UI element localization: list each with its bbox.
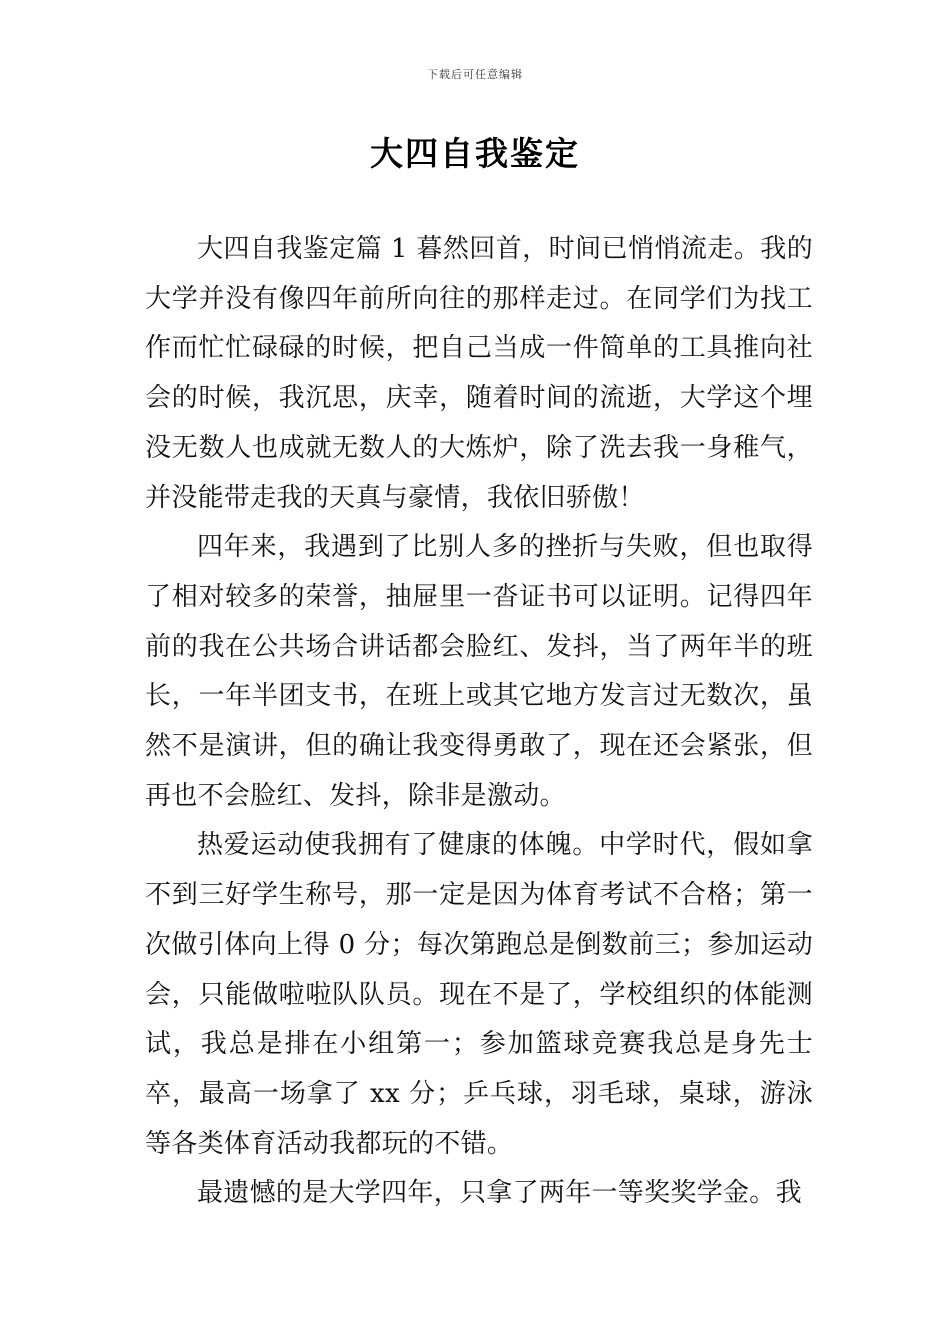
paragraph-4: 最遗憾的是大学四年，只拿了两年一等奖奖学金。我 [197,1178,802,1209]
paragraph-2: 四年来，我遇到了比别人多的挫折与失败，但也取得了相对较多的荣誉，抽屉里一沓证书可以证明。记得四年前的我在公共场合讲话都会脸红、发抖，当了两年半的班长，一年半团支书，在班上或其它地方发言过无数次，虽然不是演讲，但的确让我变得勇敢了，现在还会紧张，但再也不会脸红、发抖，除非是激动。 [145,532,813,811]
paragraph-3: 热爱运动使我拥有了健康的体魄。中学时代，假如拿不到三好学生称号，那一定是因为体育考试不合格；第一次做引体向上得 0 分；每次第跑总是倒数前三；参加运动会，只能做啦啦队队员。现在不是了，学校组织的体能测试，我总是排在小组第一；参加篮球竞赛我总是身先士卒，最高一场拿了 xx 分；乒乓球，羽毛球，桌球，游泳等各类体育活动我都玩的不错。 [145,830,813,1159]
document-body [145,225,813,1219]
document-title: 大四自我鉴定 [370,134,580,173]
header-note: 下载后可任意编辑 [427,68,523,81]
paragraph-1: 大四自我鉴定篇 1 暮然回首，时间已悄悄流走。我的大学并没有像四年前所向往的那样走过。在同学们为找工作而忙忙碌碌的时候，把自己当成一件简单的工具推向社会的时候，我沉思，庆幸，随着时间的流逝，大学这个埋没无数人也成就无数人的大炼炉，除了洗去我一身稚气，并没能带走我的天真与豪情，我依旧骄傲！ [145,234,813,513]
